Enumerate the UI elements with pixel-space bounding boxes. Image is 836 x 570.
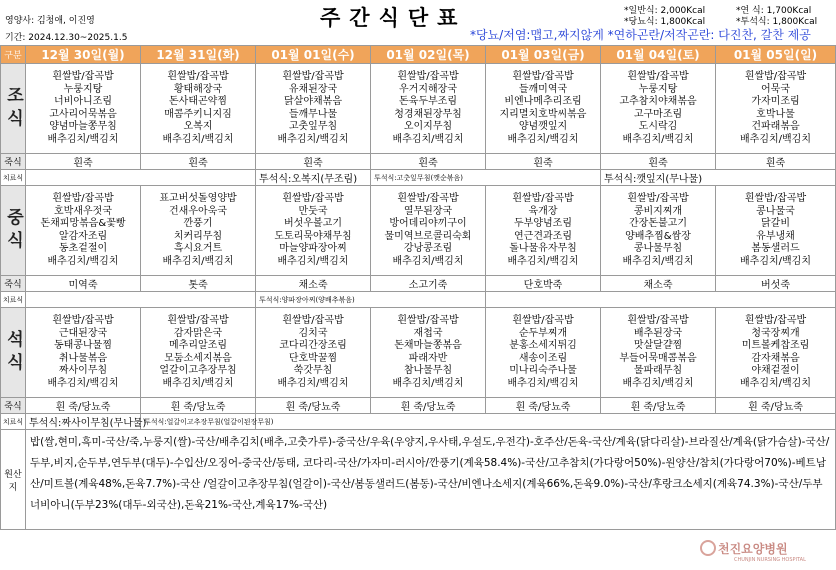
dish-item: 파래자반 (408, 352, 448, 364)
dish-item: 메추리알조림 (169, 340, 227, 351)
dish-item: 배추김치/백김치 (392, 377, 464, 389)
dish-item: 건새우아욱국 (169, 205, 227, 217)
dish-item: 흰쌀밥/잡곡밥 (282, 193, 344, 204)
dish-item: 가자미조림 (751, 96, 800, 107)
dish-item: 배추김치/백김치 (162, 133, 234, 145)
treatment-item (256, 414, 836, 430)
origin-row (1, 430, 836, 530)
dish-item: 감자채볶음 (751, 352, 800, 364)
dish-item: 들깨무나물 (288, 108, 338, 120)
dish-item: 배추김치/백김치 (740, 133, 811, 145)
dish-item: 도토리묵야채무침 (274, 230, 352, 242)
treatment-item (486, 292, 836, 308)
lunch_porridge-row (1, 276, 836, 292)
lunch-label: 중식 (1, 186, 26, 276)
porridge-item: 흰죽 (716, 154, 836, 170)
dish-item: 배추김치/백김치 (277, 255, 349, 267)
dish-item: 들깨미역국 (518, 83, 568, 95)
porridge-item: 흰 죽/당뇨죽 (601, 398, 716, 414)
dinner-menu-cell (256, 308, 371, 398)
dinner_treat-row (1, 414, 836, 430)
dish-item: 취나물볶음 (58, 352, 108, 364)
dish-item: 건파래볶음 (751, 121, 800, 132)
porridge-item: 채소죽 (601, 276, 716, 292)
porridge-item: 소고기죽 (371, 276, 486, 292)
breakfast-menu-cell (716, 64, 836, 154)
treatment-item: 투석식:양파장아찌(양배추볶음) (256, 292, 486, 308)
calorie-general: *일반식: 2,000Kcal (624, 6, 706, 16)
porridge-item: 톳죽 (141, 276, 256, 292)
breakfast_treat-row (1, 170, 836, 186)
treatment-label: 치료식 (1, 414, 26, 430)
lunch-menu-cell (371, 186, 486, 276)
dish-item: 비엔나메추리조림 (504, 96, 582, 107)
dish-item: 돈사태곤약찜 (169, 96, 227, 107)
lunch-menu-cell (141, 186, 256, 276)
dish-item: 도시락김 (638, 121, 678, 132)
treatment-item: 투석식:고춧잎무침(깻순볶음) (371, 170, 601, 186)
dish-item: 재첩국 (413, 327, 443, 339)
dish-item: 강낭콩조림 (403, 243, 453, 254)
breakfast-menu-cell (256, 64, 371, 154)
lunch-row (1, 186, 836, 276)
dish-item: 흰쌀밥/잡곡밥 (744, 193, 807, 204)
dish-item: 닭갈비 (761, 218, 790, 229)
dish-item: 부들어묵매콤볶음 (619, 352, 697, 364)
dish-item: 매콤주키니지짐 (164, 108, 232, 120)
dish-item: 흰쌀밥/잡곡밥 (397, 315, 459, 326)
dish-item: 만둣국 (298, 205, 328, 217)
dish-item: 짜사이무침 (58, 365, 108, 376)
dinner-menu-cell (486, 308, 601, 398)
dish-item: 방어데리야끼구이 (389, 218, 467, 229)
porridge-item: 흰 죽/당뇨죽 (141, 398, 256, 414)
dish-item: 지리멸치호박씨볶음 (499, 108, 587, 120)
treatment-label: 치료식 (1, 170, 26, 186)
dinner-menu-cell (141, 308, 256, 398)
breakfast-menu-cell (371, 64, 486, 154)
dish-item: 흑시요거트 (173, 243, 223, 254)
origin-text: 밥(쌀,현미,흑미-국산/죽,누룽지(쌀)-국산/배추김치(배추,고춧가루)-중국산/우육(우양지,우사태,우설도,우전각)-호주산/돈육-국산/계육(닭다리살)-브라질산/계육(닭가슴살)-국산/두부,비지,순두부,연두부(대두)-수입산/오징어-중국산/동태, 코다리-국산/가자미-러시아/깐풍기(계육58.4%)-국산/고추참치(가다랑어50%)-원양산/참치(가다랑어70%)-베트남산/미트볼(계육48%,돈육7.7%)-국산 /얼갈이고추장무침(얼갈이)-국산/봄동샐러드(봄동)-국산/비엔나소세지(계육66%,돈육9.0%)-국산/후랑크소세지(계육74.3%)-국산/두부너비아니(두부23%(대두-외국산),돈육21%-국산,계육17%-국산) (26, 430, 836, 530)
dish-item: 연근견과조림 (514, 230, 572, 242)
dish-item: 순두부찌개 (518, 327, 568, 339)
dish-item: 흰쌀밥/잡곡밥 (512, 193, 574, 204)
dish-item: 청경채된장무침 (394, 108, 462, 120)
dish-item: 돈채마늘쫑볶음 (394, 340, 462, 351)
treatment-item: 투석식:깻잎지(무나물) (601, 170, 836, 186)
breakfast-label: 조식 (1, 64, 26, 154)
dish-item: 열무된장국 (403, 205, 453, 217)
dish-item: 흰쌀밥/잡곡밥 (52, 193, 114, 204)
porridge-item: 흰죽 (486, 154, 601, 170)
dish-item: 쑥갓무침 (293, 365, 333, 376)
dish-item: 분홍소세지튀김 (509, 340, 577, 351)
dish-item: 청국장찌개 (751, 327, 800, 339)
porridge-item: 흰 죽/당뇨죽 (486, 398, 601, 414)
dinner_porridge-row (1, 398, 836, 414)
porridge-item: 채소죽 (256, 276, 371, 292)
dish-item: 깐풍기 (183, 218, 213, 229)
dish-item: 흰쌀밥/잡곡밥 (397, 71, 459, 82)
day-header: 12월 30일(월) (26, 46, 141, 64)
porridge-item: 흰 죽/당뇨죽 (256, 398, 371, 414)
dish-item: 배추김치/백김치 (162, 377, 234, 389)
dish-item: 흰쌀밥/잡곡밥 (167, 315, 229, 326)
treatment-item: 투석식:얼갈이고추장무침(얼갈이된장무침) (141, 414, 256, 430)
dinner-menu-cell (371, 308, 486, 398)
dish-item: 배추김치/백김치 (277, 377, 349, 389)
dish-item: 흰쌀밥/잡곡밥 (512, 71, 574, 82)
dish-item: 모둠소세지볶음 (164, 352, 232, 364)
dish-item: 콩나물국 (756, 205, 795, 217)
dish-item: 흰쌀밥/잡곡밥 (282, 315, 344, 326)
day-header: 01월 03일(금) (486, 46, 601, 64)
origin-label: 원산지 (1, 430, 26, 530)
dish-item: 흰쌀밥/잡곡밥 (627, 193, 689, 204)
dish-item: 동태콩나물찜 (54, 340, 112, 351)
dish-item: 마늘양파장아찌 (279, 243, 347, 254)
dish-item: 감자맑은국 (173, 327, 223, 339)
dish-item: 흰쌀밥/잡곡밥 (744, 315, 807, 326)
dish-item: 배추김치/백김치 (392, 255, 464, 267)
dish-item: 물미역브로콜리숙회 (384, 230, 472, 242)
lunch_treat-row (1, 292, 836, 308)
dinner-menu-cell (601, 308, 716, 398)
dish-item: 콩나물무침 (633, 243, 683, 254)
dish-item: 미트볼케찹조림 (741, 340, 810, 351)
porridge-item: 흰 죽/당뇨죽 (26, 398, 141, 414)
dish-item: 돈육두부조림 (399, 96, 457, 107)
dish-item: 근대된장국 (58, 327, 108, 339)
dish-item: 흰쌀밥/잡곡밥 (744, 71, 807, 82)
dish-item: 흰쌀밥/잡곡밥 (52, 315, 114, 326)
day-header: 01월 01일(수) (256, 46, 371, 64)
day-header: 01월 04일(토) (601, 46, 716, 64)
dish-item: 버섯우볼고기 (284, 218, 342, 229)
dish-item: 고추참치야채볶음 (619, 96, 697, 107)
dish-item: 흰쌀밥/잡곡밥 (52, 71, 114, 82)
dish-item: 닭살야채볶음 (284, 96, 342, 107)
dish-item: 돈채피망볶음&꽃빵 (40, 218, 126, 229)
dish-item: 누룽지탕 (63, 83, 103, 95)
dish-item: 호박나물 (756, 108, 795, 120)
dish-item: 돌나물유자무침 (509, 243, 577, 254)
dish-item: 유채된장국 (288, 83, 338, 95)
dish-item: 양념깻잎지 (518, 121, 568, 132)
day-header: 01월 02일(목) (371, 46, 486, 64)
dish-item: 참나물무침 (403, 365, 453, 376)
dish-item: 표고버섯돌영양밥 (159, 193, 237, 204)
treatment-item: 투석식:짜사이무침(무나물) (26, 414, 141, 430)
dish-item: 오복지 (183, 121, 213, 132)
dish-item: 간장돈불고기 (629, 218, 687, 229)
dish-item: 단호박꿀찜 (288, 352, 338, 364)
dish-item: 배추김치/백김치 (47, 255, 119, 267)
breakfast_porridge-row (1, 154, 836, 170)
dinner-menu-cell (716, 308, 836, 398)
dinner-row (1, 308, 836, 398)
dish-item: 흰쌀밥/잡곡밥 (627, 315, 689, 326)
dish-item: 배추김치/백김치 (622, 255, 694, 267)
lunch-menu-cell (486, 186, 601, 276)
diet-note: *당뇨/저염:맵고,짜지않게 *연하곤란/저작곤란: 다진찬, 갈찬 제공 (470, 28, 811, 42)
dish-item: 흰쌀밥/잡곡밥 (512, 315, 574, 326)
header (0, 0, 835, 46)
dish-item: 동초겉절이 (58, 243, 108, 254)
dish-item: 물파래무침 (633, 365, 683, 376)
porridge-item: 미역죽 (26, 276, 141, 292)
page-title: 주간식단표 (320, 6, 467, 30)
porridge-item: 흰죽 (371, 154, 486, 170)
lunch-menu-cell (716, 186, 836, 276)
dish-item: 육개장 (528, 205, 558, 217)
hospital-logo-sub: CHUNJIN NURSING HOSPITAL (734, 557, 806, 563)
lunch-menu-cell (26, 186, 141, 276)
dish-item: 배추김치/백김치 (622, 377, 694, 389)
dish-item: 야채겉절이 (751, 365, 800, 376)
treatment-item (26, 170, 256, 186)
dish-item: 흰쌀밥/잡곡밥 (167, 71, 229, 82)
porridge-item: 단호박죽 (486, 276, 601, 292)
porridge-item: 흰죽 (141, 154, 256, 170)
dish-item: 배추김치/백김치 (740, 377, 811, 389)
dish-item: 얼갈이고추장무침 (159, 365, 237, 376)
dish-item: 두부양념조림 (514, 218, 572, 229)
dish-item: 배추김치/백김치 (622, 133, 694, 145)
porridge-label: 죽식 (1, 398, 26, 414)
dish-item: 배추김치/백김치 (740, 255, 811, 267)
dish-item: 우거지해장국 (399, 83, 457, 95)
dish-item: 오이지무침 (403, 121, 453, 132)
dish-item: 배추김치/백김치 (162, 255, 234, 267)
dinner-label: 석식 (1, 308, 26, 398)
porridge-item: 흰 죽/당뇨죽 (371, 398, 486, 414)
lunch-menu-cell (256, 186, 371, 276)
dish-item: 배추김치/백김치 (507, 255, 579, 267)
dish-item: 고춧잎무침 (288, 121, 338, 132)
dish-item: 호박새우젓국 (54, 205, 112, 217)
dish-item: 코다리간장조림 (279, 340, 347, 351)
menu-table (0, 45, 836, 530)
dish-item: 흰쌀밥/잡곡밥 (282, 71, 344, 82)
dish-item: 치커리무침 (173, 230, 223, 242)
porridge-label: 죽식 (1, 154, 26, 170)
dish-item: 배추김치/백김치 (47, 377, 119, 389)
treatment-label: 치료식 (1, 292, 26, 308)
porridge-item: 버섯죽 (716, 276, 836, 292)
day-header: 01월 05일(일) (716, 46, 836, 64)
dish-item: 알감자조림 (58, 230, 108, 242)
dish-item: 배추된장국 (633, 327, 683, 339)
hospital-logo-icon (700, 540, 716, 556)
dish-item: 양념마늘쫑무침 (49, 121, 117, 132)
dish-item: 새송이조림 (518, 352, 568, 364)
treatment-item: 투석식:오복지(무조림) (256, 170, 371, 186)
breakfast-menu-cell (601, 64, 716, 154)
dish-item: 배추김치/백김치 (277, 133, 349, 145)
dish-item: 배추김치/백김치 (507, 377, 579, 389)
breakfast-menu-cell (141, 64, 256, 154)
dish-item: 배추김치/백김치 (392, 133, 464, 145)
dish-item: 유부냉채 (756, 230, 795, 242)
period-label: 기간: 2024.12.30~2025.1.5 (5, 33, 128, 43)
day-header: 12월 31일(화) (141, 46, 256, 64)
gubun-label: 구분 (1, 46, 26, 64)
nutritionist-label: 영양사: 김청애, 이진영 (5, 16, 95, 26)
day-header-row (1, 46, 836, 64)
dish-item: 미나리숙주나물 (509, 365, 577, 376)
dish-item: 흰쌀밥/잡곡밥 (397, 193, 459, 204)
dish-item: 양배추찜&쌈장 (625, 230, 691, 242)
lunch-menu-cell (601, 186, 716, 276)
dish-item: 봄동샐러드 (751, 243, 800, 254)
dish-item: 흰쌀밥/잡곡밥 (627, 71, 689, 82)
porridge-item: 흰죽 (256, 154, 371, 170)
breakfast-menu-cell (26, 64, 141, 154)
porridge-item: 흰죽 (26, 154, 141, 170)
dish-item: 배추김치/백김치 (47, 133, 119, 145)
dish-item: 고사리어묵볶음 (49, 108, 117, 120)
dish-item: 너비아니조림 (54, 96, 112, 107)
dinner-menu-cell (26, 308, 141, 398)
calorie-soft: *연 식: 1,700Kcal (736, 6, 812, 16)
breakfast-row (1, 64, 836, 154)
porridge-item: 흰죽 (601, 154, 716, 170)
hospital-logo: 천진요양병원 (718, 542, 788, 556)
porridge-item: 흰 죽/당뇨죽 (716, 398, 836, 414)
calorie-diabetic: *당뇨식: 1,800Kcal (624, 17, 706, 27)
dish-item: 콩비지찌개 (633, 205, 683, 217)
breakfast-menu-cell (486, 64, 601, 154)
calorie-dialysis: *투석식: 1,800Kcal (736, 17, 818, 27)
dish-item: 맛살달걀찜 (633, 340, 683, 351)
treatment-item (26, 292, 256, 308)
dish-item: 누룽지탕 (638, 83, 678, 95)
dish-item: 김치국 (298, 327, 328, 339)
porridge-label: 죽식 (1, 276, 26, 292)
dish-item: 고구마조림 (633, 108, 683, 120)
dish-item: 황태해장국 (173, 83, 223, 95)
dish-item: 배추김치/백김치 (507, 133, 579, 145)
dish-item: 어묵국 (761, 83, 790, 95)
